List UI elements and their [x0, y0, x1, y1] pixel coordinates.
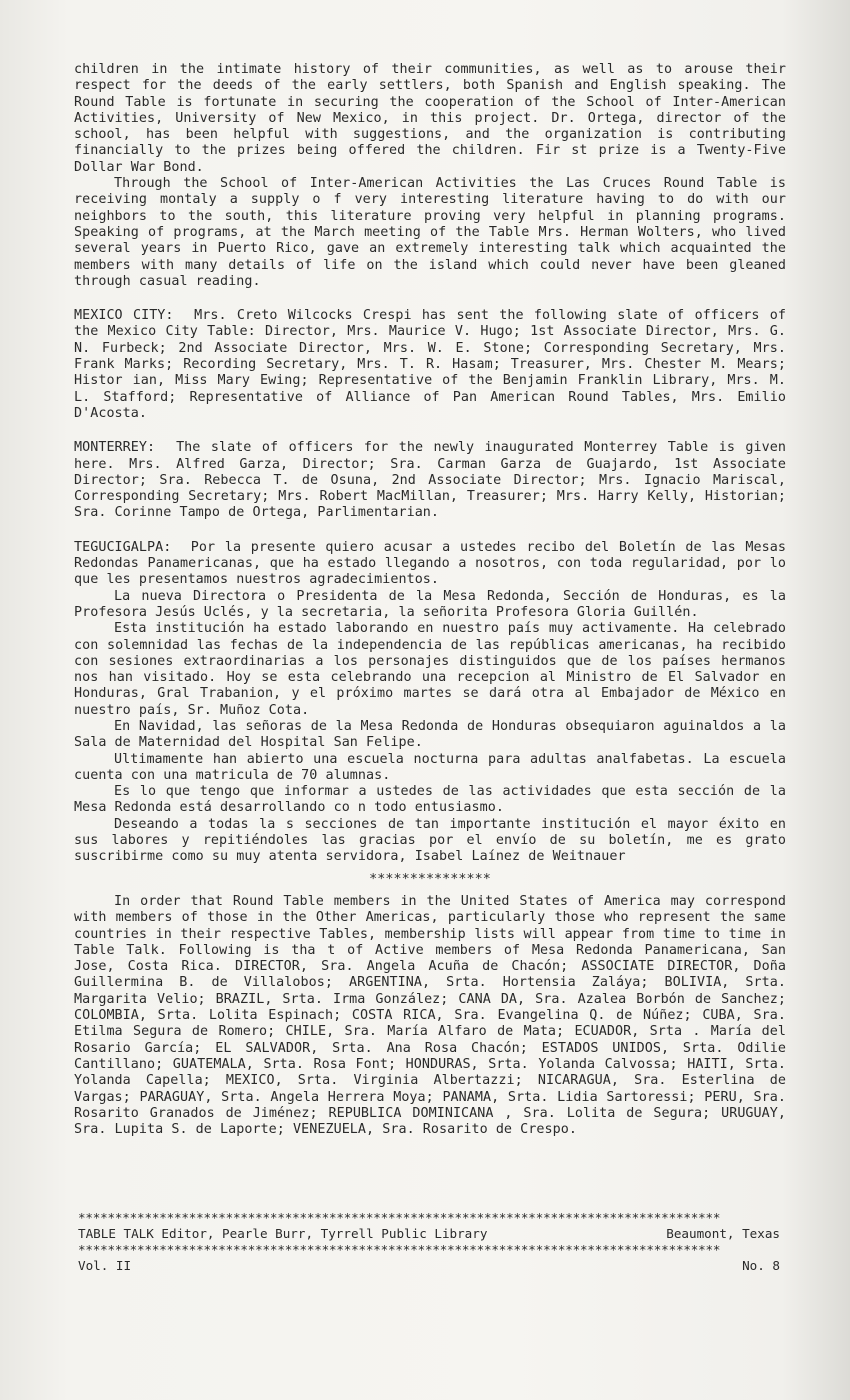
monterrey-heading: MONTERREY: — [74, 440, 156, 456]
membership-section — [74, 894, 786, 1138]
monterrey-text: The slate of officers for the newly inaugurated Monterrey Table is given here. Mrs. Alfred Garza, Director; Sra. Carman Garza de Guajardo, 1st Associate Director; Sra. Rebecca T. de Osuna, 2nd Associate Director; Mrs. Ignacio Mariscal, Corresponding Secretary; Mrs. Robert MacMillan, Treasurer; Mrs. Harry Kelly, Historian; Sra. Corinne Tampo de Ortega, Parlimentarian. — [74, 440, 786, 521]
tegucigalpa-paragraph-2: La nueva Directora o Presidenta de la Mesa Redonda, Sección de Honduras, es la Profesora Jesús Uclés, y la secretaria, la señorita Profesora Gloria Guillén. — [74, 588, 786, 620]
footer-number: No. 8 — [742, 1258, 780, 1273]
footer-editor-row — [78, 1226, 780, 1242]
tegucigalpa-paragraph-3: Esta institución ha estado laborando en nuestro país muy activamente. Ha celebrado con solemnidad las fechas de la independencia de las repúblicas americanas, ha recibido con sesiones extraordinarias a los personajes distinguidos que de los países hermanos nos han visitado. Hoy se esta celebrando una recepcion al Ministro de El Salvador en Honduras, Gral Trabanion, y el próximo martes se dará otra al Embajador de México en nuestro país, Sr. Muñoz Cota. — [74, 621, 786, 718]
tegucigalpa-paragraph-6: Es lo que tengo que informar a ustedes de las actividades que esta sección de la Mesa Redonda está desarrollando co n todo entusiasmo. — [74, 784, 786, 816]
las-cruces-paragraph-1: children in the intimate history of their communities, as well as to arouse their respect for the deeds of the early settlers, both Spanish and English speaking. The Round Table is fortunate in securing the cooperation of the School of Inter-American Activities, University of New Mexico, in this project. Dr. Ortega, director of the school, has been helpful with suggestions, and the organization is contributing financially to the prizes being offered the children. Fir st prize is a Twenty-Five Dollar War Bond. — [74, 62, 786, 175]
article-body — [74, 62, 786, 1156]
tegucigalpa-section — [74, 540, 786, 866]
tegucigalpa-text-1: Por la presente quiero acusar a ustedes recibo del Boletín de las Mesas Redondas Panamericanas, que ha estado llegando a nosotros, con toda regularidad, por lo que les presentamos nuestros agradecimientos. — [74, 539, 786, 588]
tegucigalpa-paragraph-1 — [74, 540, 786, 589]
mexico-city-section — [74, 308, 786, 422]
footer-issue-row — [78, 1258, 780, 1274]
footer-location: Beaumont, Texas — [666, 1226, 780, 1241]
las-cruces-section — [74, 62, 786, 290]
newsletter-footer — [78, 1210, 780, 1274]
monterrey-section — [74, 440, 786, 521]
tegucigalpa-paragraph-7: Deseando a todas la s secciones de tan importante institución el mayor éxito en sus labores y repitiéndoles las gracias por el envío de su boletín, me es grato suscribirme como su muy atenta servidora, Isabel Laínez de Weitnauer — [74, 816, 786, 865]
footer-rule-top: *************************************************************************************** — [78, 1210, 721, 1225]
membership-paragraph: In order that Round Table members in the United States of America may correspond with members of those in the Other Americas, particularly those who represent the same countries in their respective Tables, membership lists will appear from time to time in Table Talk. Following is tha t of Active members of Mesa Redonda Panamericana, San Jose, Costa Rica. DIRECTOR, Sra. Angela Acuña de Chacón; ASSOCIATE DIRECTOR, Doña Guillermina B. de Villalobos; ARGENTINA, Srta. Hortensia Zaláya; BOLIVIA, Srta. Margarita Velio; BRAZIL, Srta. Irma González; CANA DA, Sra. Azalea Borbón de Sanchez; COLOMBIA, Srta. Lolita Espinach; COSTA RICA, Sra. Evangelina Q. de Núñez; CUBA, Sra. Etilma Segura de Romero; CHILE, Sra. María Alfaro de Mata; ECUADOR, Srta . María del Rosario García; EL SALVADOR, Srta. Ana Rosa Chacón; ESTADOS UNIDOS, Srta. Odilie Cantillano; GUATEMALA, Srta. Rosa Font; HONDURAS, Srta. Yolanda Calvossa; HAITI, Srta. Yolanda Capella; MEXICO, Srta. Virginia Albertazzi; NICARAGUA, Sra. Esterlina de Vargas; PARAGUAY, Srta. Angela Herrera Moya; PANAMA, Srta. Lidia Sartoressi; PERU, Sra. Rosarito Granados de Jiménez; REPUBLICA DOMINICANA , Sra. Lolita de Segura; URUGUAY, Sra. Lupita S. de Laporte; VENEZUELA, Sra. Rosarito de Crespo. — [74, 893, 786, 1138]
las-cruces-paragraph-2: Through the School of Inter-American Activities the Las Cruces Round Table is receiving montaly a supply o f very interesting literature having to do with our neighbors to the south, this literature proving very helpful in planning programs. Speaking of programs, at the March meeting of the Table Mrs. Herman Wolters, who lived several years in Puerto Rico, gave an extremely interesting talk which acquainted the members with many details of life on the island which could never have been gleaned through casual reading. — [74, 176, 786, 289]
tegucigalpa-heading: TEGUCIGALPA: — [74, 539, 172, 555]
mexico-city-paragraph — [74, 308, 786, 422]
mexico-city-heading: MEXICO CITY: — [74, 308, 174, 324]
footer-volume: Vol. II — [78, 1258, 132, 1273]
monterrey-paragraph — [74, 440, 786, 521]
tegucigalpa-paragraph-5: Ultimamente han abierto una escuela nocturna para adultas analfabetas. La escuela cuenta con una matricula de 70 alumnas. — [74, 751, 786, 783]
tegucigalpa-paragraph-4: En Navidad, las señoras de la Mesa Redonda de Honduras obsequiaron aguinaldos a la Sala de Maternidad del Hospital San Felipe. — [74, 718, 786, 751]
footer-editor-line: TABLE TALK Editor, Pearle Burr, Tyrrell Public Library — [78, 1226, 488, 1241]
footer-rule-bottom: *************************************************************************************** — [78, 1242, 721, 1257]
section-separator: *************** — [369, 871, 491, 887]
mexico-city-text: Mrs. Creto Wilcocks Crespi has sent the following slate of officers of the Mexico City Table: Director, Mrs. Maurice V. Hugo; 1st Associate Director, Mrs. G. N. Furbeck; 2nd Associate Director, Mrs. W. E. Stone; Corresponding Secretary, Mrs. Frank Marks; Recording Secretary, Mrs. T. R. Hasam; Treasurer, Mrs. Chester M. Mears; Histor ian, Miss Mary Ewing; Representative of the Benjamin Franklin Library, Mrs. M. L. Stafford; Representative of Alliance of Pan American Round Tables, Mrs. Emilio D'Acosta. — [74, 308, 786, 421]
